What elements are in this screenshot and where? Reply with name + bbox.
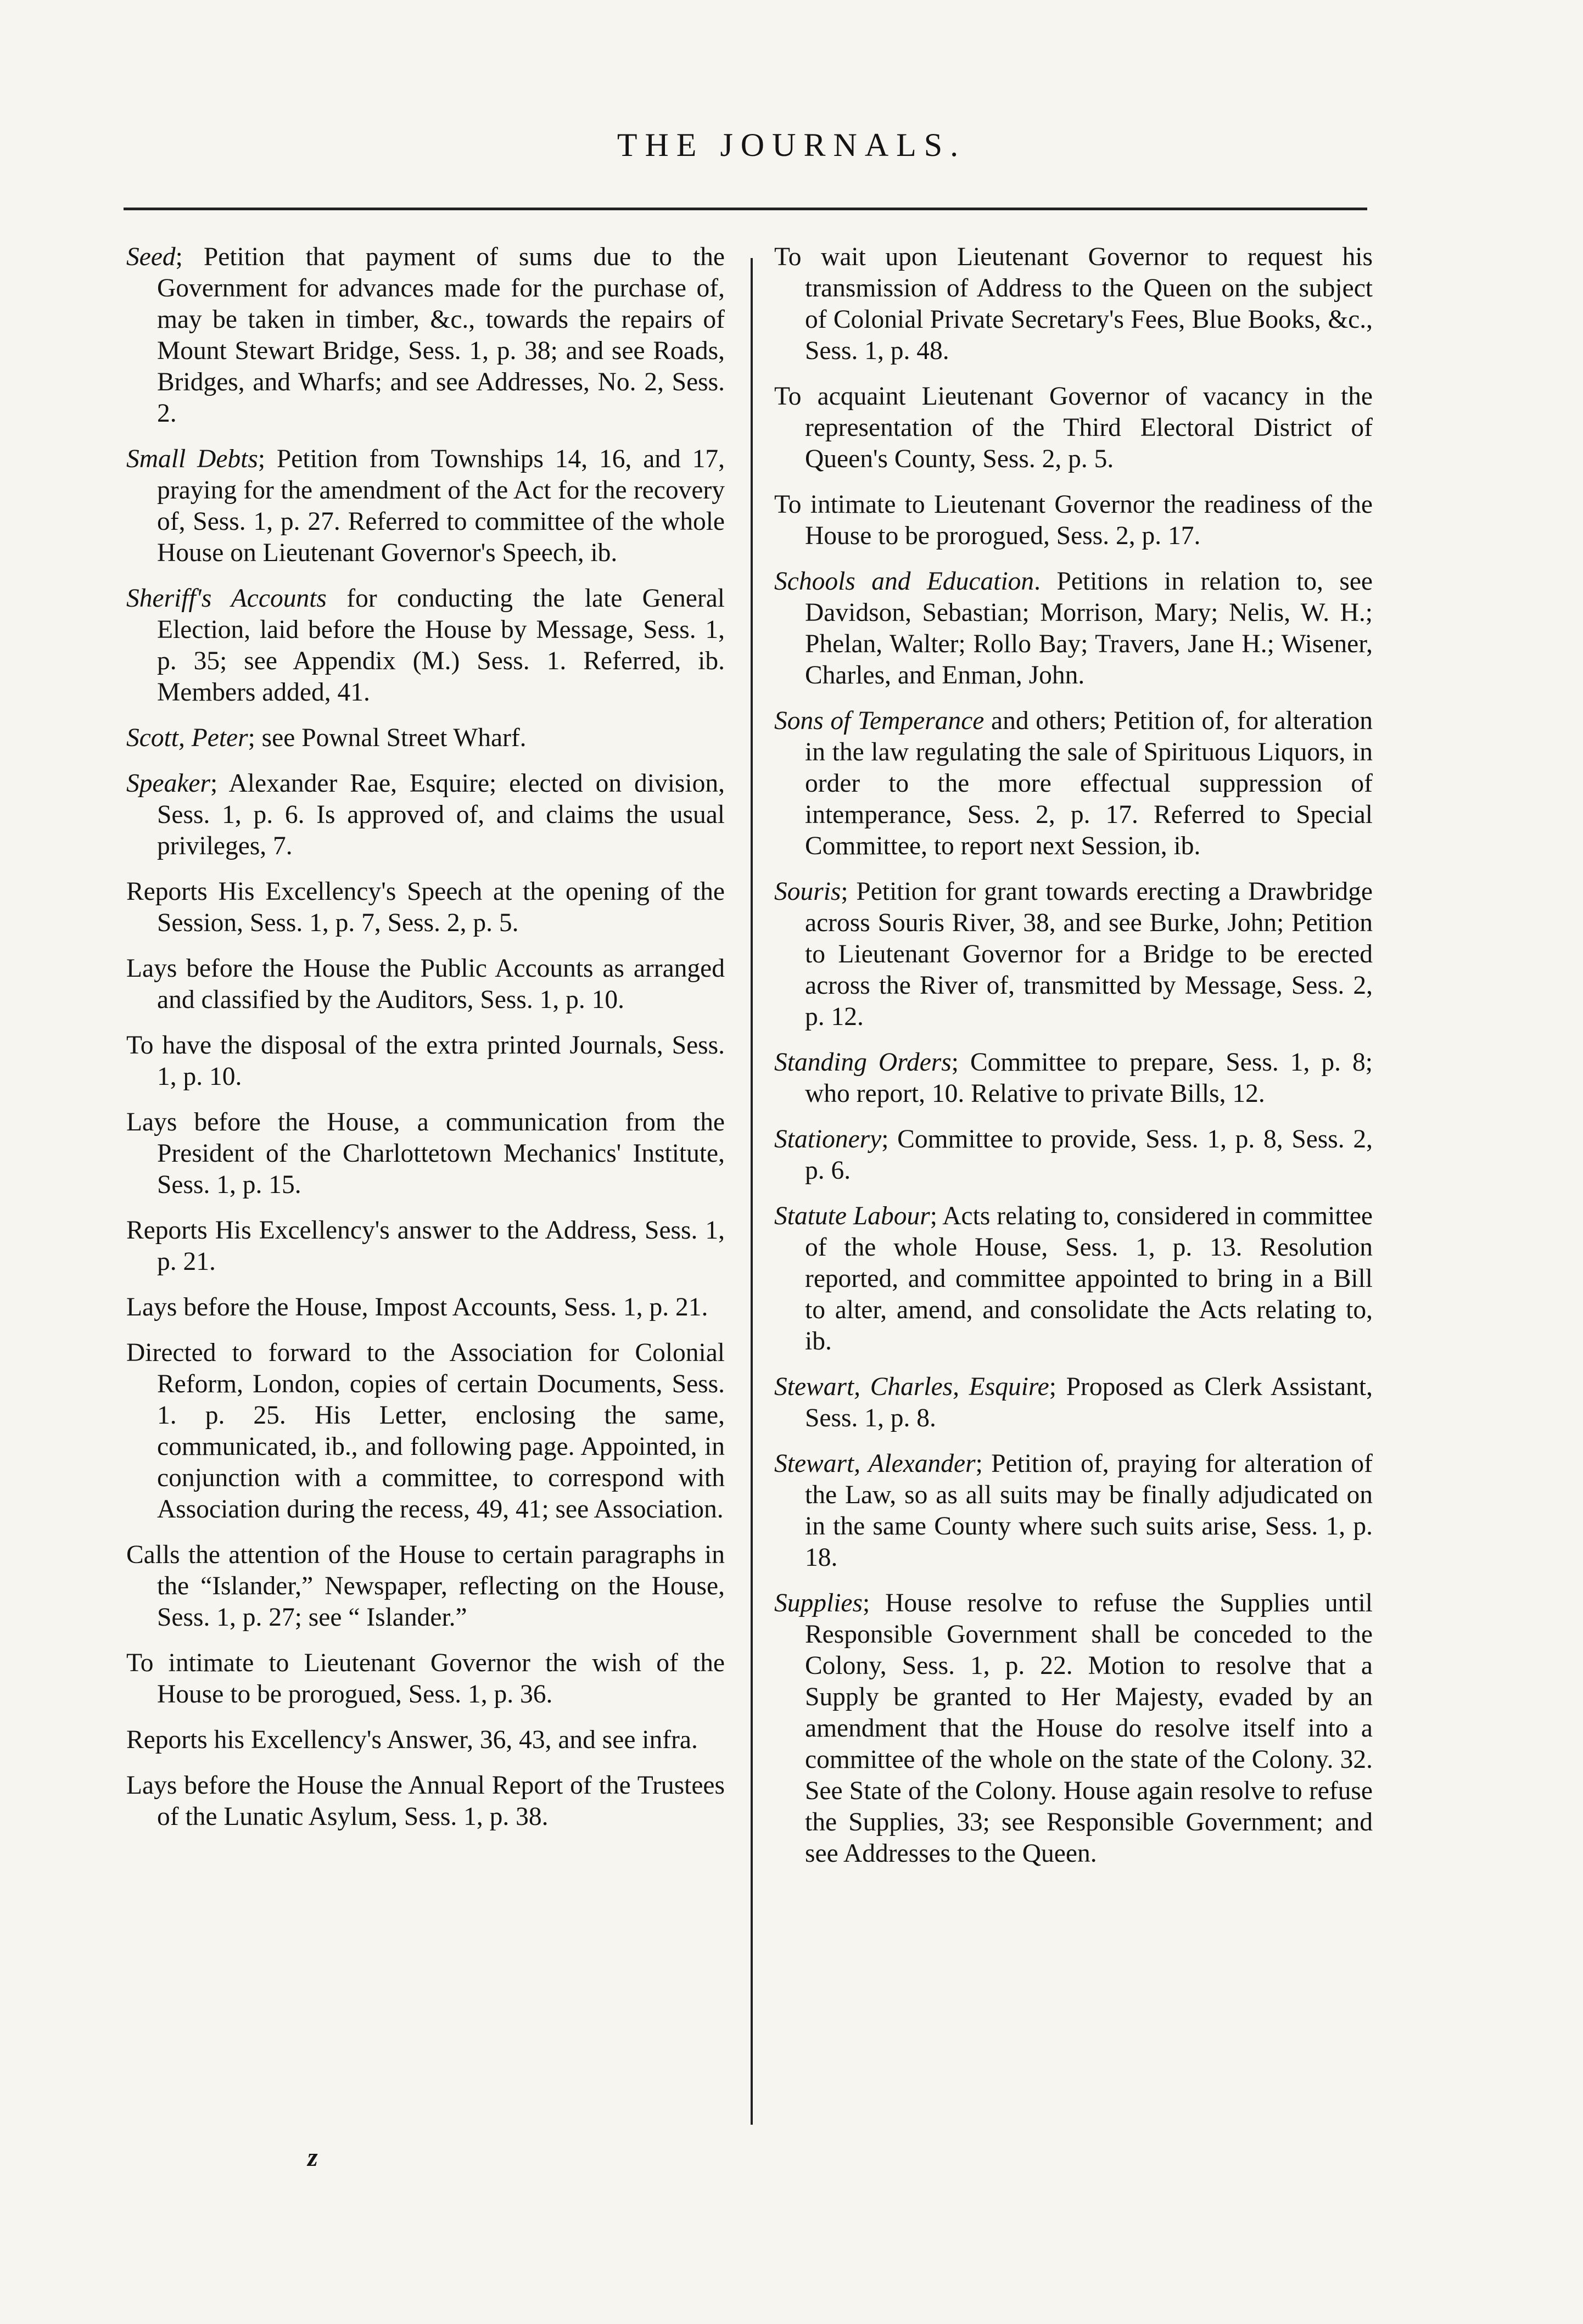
entry-text: ; Petition for grant towards erecting a Drawbridge across Souris River, 38, and see Burke, John; Petition to Lieutenant Governor for a Bridge to be erected across the River of, transmitted by Message, Sess. 2, p. 12. — [805, 877, 1373, 1031]
index-entry — [126, 1770, 725, 1833]
entry-heading: Speaker — [126, 769, 210, 798]
index-entry — [126, 242, 725, 429]
entry-text: ; Alexander Rae, Esquire; elected on division, Sess. 1, p. 6. Is approved of, and claims the usual privileges, 7. — [157, 769, 725, 860]
index-entry — [126, 1215, 725, 1278]
index-entry — [126, 768, 725, 862]
entry-text: ; Proposed as Clerk Assistant, Sess. 1, p. 8. — [805, 1373, 1373, 1432]
entry-heading: Sheriff's Accounts — [126, 584, 327, 613]
entry-text: ; Acts relating to, considered in committee of the whole House, Sess. 1, p. 13. Resolution reported, and committee appointed to bring in a Bill to alter, amend, and consolidate the Acts relating to, ib. — [805, 1202, 1373, 1356]
index-entry — [126, 444, 725, 569]
left-column — [126, 242, 725, 1847]
index-entry — [774, 1371, 1373, 1434]
entry-heading: Stewart, Alexander — [774, 1449, 976, 1478]
entry-text: Lays before the House, Impost Accounts, Sess. 1, p. 21. — [126, 1293, 708, 1321]
entry-heading: Standing Orders — [774, 1048, 952, 1077]
entry-text: Lays before the House the Public Accounts as arranged and classified by the Auditors, Sess. 1, p. 10. — [126, 954, 725, 1014]
index-entry — [774, 1448, 1373, 1573]
entry-text: Calls the attention of the House to certain paragraphs in the “Islander,” Newspaper, reflecting on the House, Sess. 1, p. 27; see “ Islander.” — [126, 1541, 725, 1632]
index-entry — [774, 876, 1373, 1033]
entry-heading: Souris — [774, 877, 841, 906]
entry-text: To acquaint Lieutenant Governor of vacancy in the representation of the Third Electoral District of Queen's County, Sess. 2, p. 5. — [774, 382, 1373, 473]
entry-heading: Supplies — [774, 1589, 863, 1617]
entry-text: Lays before the House the Annual Report of the Trustees of the Lunatic Asylum, Sess. 1, p. 38. — [126, 1771, 725, 1831]
entry-heading: Stationery — [774, 1125, 882, 1153]
entry-text: and others; Petition of, for alteration in the law regulating the sale of Spirituous Liquors, in order to the more effectual suppression of intemperance, Sess. 2, p. 17. Referred to Special Committee, to report next Session, ib. — [805, 707, 1373, 860]
entry-heading: Sons of Temperance — [774, 707, 985, 735]
index-entry — [126, 1292, 725, 1323]
entry-text: Directed to forward to the Association for Colonial Reform, London, copies of certain Documents, Sess. 1. p. 25. His Letter, enclosing the same, communicated, ib., and following page. Appointed, in conjunction with a committee, to correspond with Association during the recess, 49, 41; see Association. — [126, 1339, 725, 1524]
entry-text: ; House resolve to refuse the Supplies until Responsible Government shall be conceded to the Colony, Sess. 1, p. 22. Motion to resolve that a Supply be granted to Her Majesty, evaded by an amendment that the House do resolve itself into a committee of the whole on the state of the Colony. 32. See State of the Colony. House again resolve to refuse the Supplies, 33; see Responsible Government; and see Addresses to the Queen. — [805, 1589, 1373, 1868]
index-entry — [774, 566, 1373, 691]
entry-heading: Stewart, Charles, Esquire — [774, 1373, 1049, 1401]
index-entry — [774, 489, 1373, 552]
entry-text: ; Petition of, praying for alteration of the Law, so as all suits may be finally adjudicated on in the same County where such suits arise, Sess. 1, p. 18. — [805, 1449, 1373, 1572]
index-entry — [774, 1588, 1373, 1869]
entry-text: for conducting the late General Election, laid before the House by Message, Sess. 1, p. 35; see Appendix (M.) Sess. 1. Referred, ib. Members added, 41. — [157, 584, 725, 707]
entry-text: ; Petition from Townships 14, 16, and 17, praying for the amendment of the Act for the recovery of, Sess. 1, p. 27. Referred to committee of the whole House on Lieutenant Governor's Speech, ib. — [157, 445, 725, 567]
column-divider — [751, 258, 753, 2125]
index-entry — [126, 953, 725, 1016]
entry-text: To wait upon Lieutenant Governor to request his transmission of Address to the Queen on the subject of Colonial Private Secretary's Fees, Blue Books, &c., Sess. 1, p. 48. — [774, 243, 1373, 365]
index-entry — [774, 1047, 1373, 1110]
index-entry — [126, 1107, 725, 1201]
entry-text: ; Petition that payment of sums due to the Government for advances made for the purchase of, may be taken in timber, &c., towards the repairs of Mount Stewart Bridge, Sess. 1, p. 38; and see Roads, Bridges, and Wharfs; and see Addresses, No. 2, Sess. 2. — [157, 243, 725, 428]
entry-heading: Schools and Education — [774, 567, 1034, 596]
entry-text: Lays before the House, a communication from the President of the Charlottetown Mechanics' Institute, Sess. 1, p. 15. — [126, 1108, 725, 1199]
entry-text: To intimate to Lieutenant Governor the readiness of the House to be prorogued, Sess. 2, p. 17. — [774, 490, 1373, 550]
index-entry — [774, 1201, 1373, 1357]
entry-heading: Seed — [126, 243, 176, 271]
entry-heading: Scott, Peter — [126, 724, 248, 752]
entry-text: To have the disposal of the extra printed Journals, Sess. 1, p. 10. — [126, 1031, 725, 1091]
index-entry — [126, 1539, 725, 1633]
index-entry — [774, 381, 1373, 475]
index-entry — [126, 1030, 725, 1093]
entry-text: ; Committee to prepare, Sess. 1, p. 8; who report, 10. Relative to private Bills, 12. — [805, 1048, 1373, 1108]
index-entry — [126, 1724, 725, 1756]
index-entry — [126, 1337, 725, 1525]
entry-text: . Petitions in relation to, see Davidson, Sebastian; Morrison, Mary; Nelis, W. H.; Phelan, Walter; Rollo Bay; Travers, Jane H.; Wisener, Charles, and Enman, John. — [805, 567, 1373, 690]
index-entry — [126, 876, 725, 939]
header-rule — [124, 208, 1367, 210]
index-entry — [774, 705, 1373, 862]
index-entry — [126, 583, 725, 708]
entry-text: To intimate to Lieutenant Governor the wish of the House to be prorogued, Sess. 1, p. 36. — [126, 1649, 725, 1709]
index-entry — [774, 242, 1373, 367]
signature-mark: z — [307, 2143, 318, 2172]
entry-text: ; see Pownal Street Wharf. — [248, 724, 527, 752]
entry-text: Reports His Excellency's answer to the Address, Sess. 1, p. 21. — [126, 1216, 725, 1276]
entry-text: ; Committee to provide, Sess. 1, p. 8, Sess. 2, p. 6. — [805, 1125, 1373, 1185]
index-entry — [126, 1648, 725, 1710]
entry-text: Reports His Excellency's Speech at the opening of the Session, Sess. 1, p. 7, Sess. 2, p. 5. — [126, 877, 725, 937]
right-column — [774, 242, 1373, 1884]
page-title: THE JOURNALS. — [617, 127, 966, 163]
entry-heading: Statute Labour — [774, 1202, 930, 1230]
index-entry — [774, 1124, 1373, 1186]
index-entry — [126, 723, 725, 754]
entry-heading: Small Debts — [126, 445, 258, 473]
entry-text: Reports his Excellency's Answer, 36, 43, and see infra. — [126, 1726, 698, 1754]
